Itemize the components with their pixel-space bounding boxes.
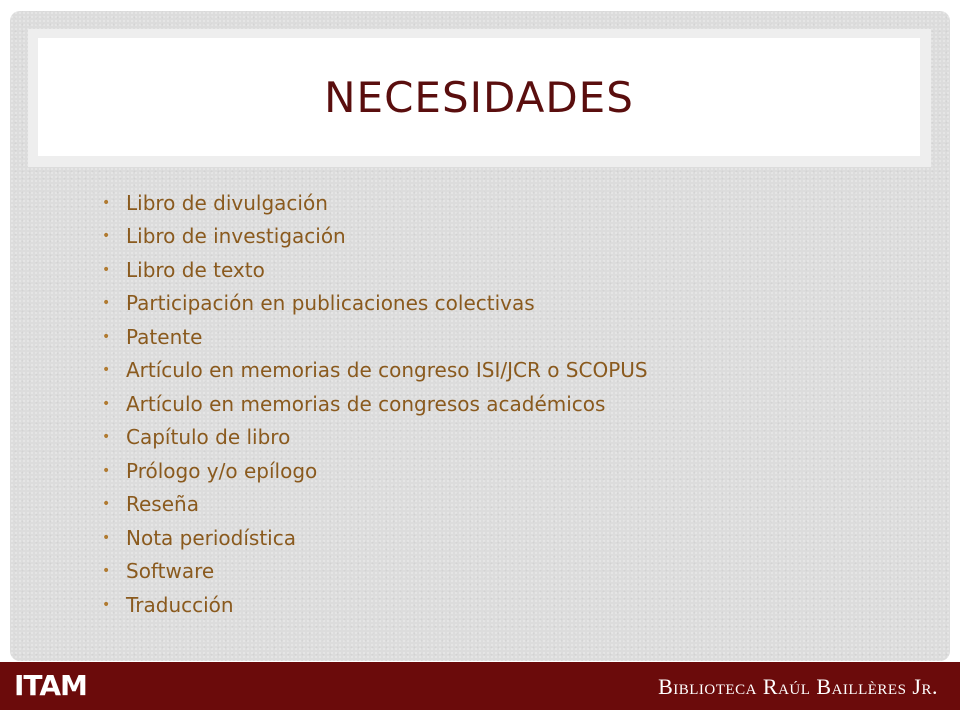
bullet-icon: •: [102, 496, 111, 513]
bullet-text: Software: [126, 559, 215, 584]
footer-bar: [0, 662, 960, 710]
bullet-item: [102, 220, 648, 254]
bullet-item: [102, 253, 648, 287]
bullet-icon: •: [102, 429, 111, 446]
bullet-item: [102, 488, 648, 522]
bullet-icon: •: [102, 228, 111, 245]
bullet-item: [102, 320, 648, 354]
bullet-item: [102, 555, 648, 589]
bullet-icon: •: [102, 295, 111, 312]
bullet-item: [102, 421, 648, 455]
bullet-item: [102, 186, 648, 220]
bullet-text: Capítulo de libro: [126, 425, 291, 450]
bullet-icon: •: [102, 563, 111, 580]
bullet-text: Patente: [126, 324, 203, 349]
bullet-icon: •: [102, 395, 111, 412]
bullet-icon: •: [102, 362, 111, 379]
bullet-text: Libro de texto: [126, 257, 265, 282]
bullet-text: Traducción: [126, 592, 234, 617]
bullet-item: [102, 354, 648, 388]
slide-title: NECESIDADES: [324, 72, 634, 122]
bullet-text: Reseña: [126, 492, 199, 517]
bullet-text: Artículo en memorias de congresos académicos: [126, 391, 606, 416]
bullet-icon: •: [102, 328, 111, 345]
bullet-item: [102, 287, 648, 321]
bullet-icon: •: [102, 462, 111, 479]
bullet-item: [102, 454, 648, 488]
bullet-icon: •: [102, 194, 111, 211]
bullet-item: [102, 521, 648, 555]
bullet-text: Nota periodística: [126, 525, 296, 550]
bullet-text: Artículo en memorias de congreso ISI/JCR o SCOPUS: [126, 358, 648, 383]
itam-logo: ITAM: [14, 669, 87, 702]
bullet-list: [102, 186, 648, 622]
bullet-text: Prólogo y/o epílogo: [126, 458, 318, 483]
bullet-text: Participación en publicaciones colectivas: [126, 291, 535, 316]
bullet-text: Libro de investigación: [126, 224, 346, 249]
bullet-icon: •: [102, 529, 111, 546]
library-name: Biblioteca Raúl Baillères Jr.: [658, 674, 938, 699]
bullet-text: Libro de divulgación: [126, 190, 328, 215]
bullet-item: [102, 588, 648, 622]
bullet-icon: •: [102, 596, 111, 613]
title-box: [38, 38, 920, 156]
bullet-item: [102, 387, 648, 421]
bullet-icon: •: [102, 261, 111, 278]
